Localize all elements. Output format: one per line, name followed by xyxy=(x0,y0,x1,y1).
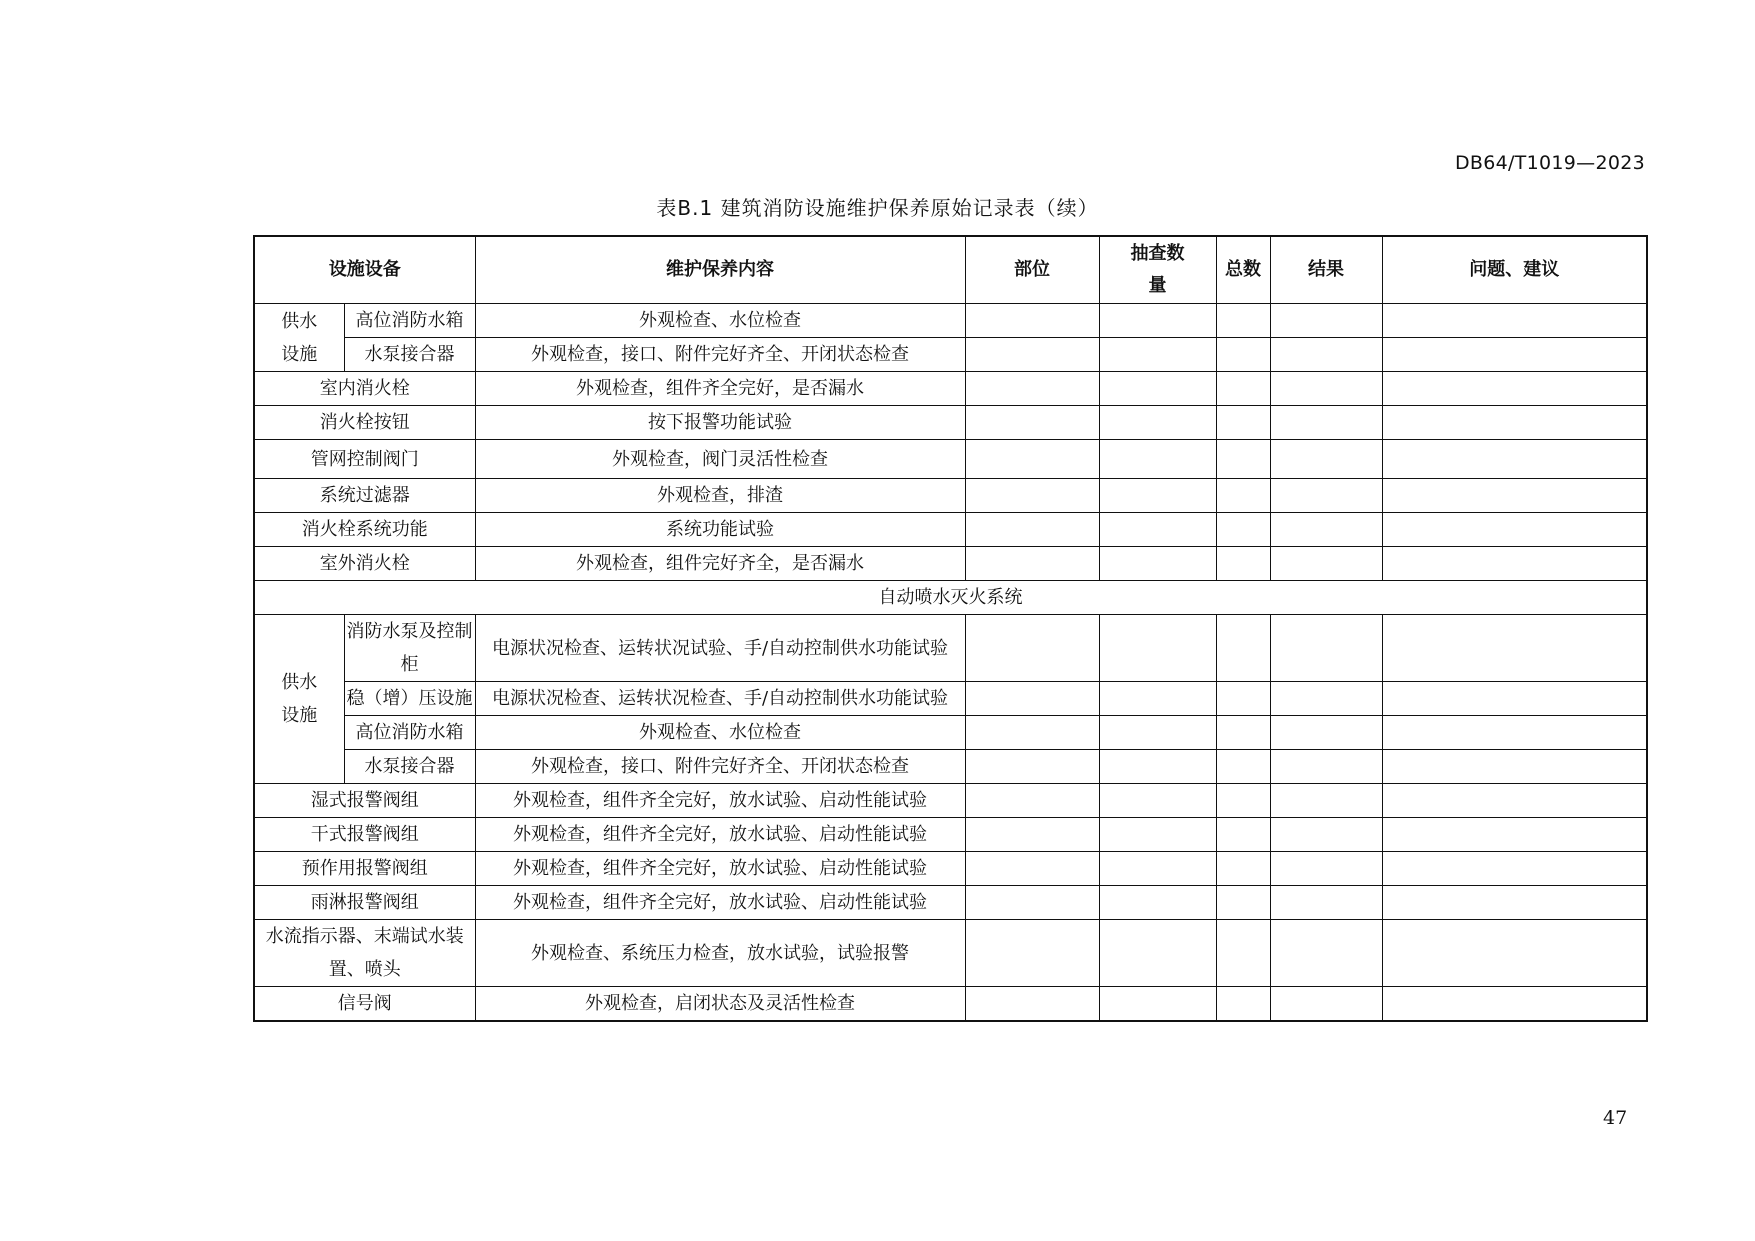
issues-cell[interactable] xyxy=(1382,440,1647,479)
table-row xyxy=(254,479,1647,513)
total-cell[interactable] xyxy=(1216,304,1270,338)
issues-cell[interactable] xyxy=(1382,682,1647,716)
location-cell[interactable] xyxy=(965,784,1099,818)
item-cell: 消防水泵及控制柜 xyxy=(344,615,475,682)
sample-count-cell[interactable] xyxy=(1099,818,1216,852)
sample-count-cell[interactable] xyxy=(1099,406,1216,440)
issues-cell[interactable] xyxy=(1382,479,1647,513)
result-cell[interactable] xyxy=(1270,372,1382,406)
sample-count-cell[interactable] xyxy=(1099,440,1216,479)
issues-cell[interactable] xyxy=(1382,818,1647,852)
table-row xyxy=(254,372,1647,406)
content-cell: 外观检查，组件齐全完好，是否漏水 xyxy=(475,372,965,406)
sample-count-cell[interactable] xyxy=(1099,513,1216,547)
sample-count-cell[interactable] xyxy=(1099,987,1216,1022)
content-cell: 外观检查，接口、附件完好齐全、开闭状态检查 xyxy=(475,750,965,784)
content-cell: 外观检查，接口、附件完好齐全、开闭状态检查 xyxy=(475,338,965,372)
result-cell[interactable] xyxy=(1270,886,1382,920)
sample-count-cell[interactable] xyxy=(1099,716,1216,750)
col-header-location: 部位 xyxy=(965,236,1099,304)
table-row xyxy=(254,406,1647,440)
table-row xyxy=(254,784,1647,818)
location-cell[interactable] xyxy=(965,406,1099,440)
issues-cell[interactable] xyxy=(1382,547,1647,581)
content-cell: 电源状况检查、运转状况检查、手/自动控制供水功能试验 xyxy=(475,682,965,716)
result-cell[interactable] xyxy=(1270,818,1382,852)
location-cell[interactable] xyxy=(965,920,1099,987)
result-cell[interactable] xyxy=(1270,406,1382,440)
table-row xyxy=(254,547,1647,581)
sample-count-cell[interactable] xyxy=(1099,615,1216,682)
item-cell: 稳（增）压设施 xyxy=(344,682,475,716)
content-cell: 外观检查、系统压力检查，放水试验，试验报警 xyxy=(475,920,965,987)
location-cell[interactable] xyxy=(965,479,1099,513)
content-cell: 外观检查，组件齐全完好，放水试验、启动性能试验 xyxy=(475,886,965,920)
col-header-facility: 设施设备 xyxy=(254,236,475,304)
content-cell: 外观检查，组件完好齐全，是否漏水 xyxy=(475,547,965,581)
result-cell[interactable] xyxy=(1270,479,1382,513)
table-title: 表B.1 建筑消防设施维护保养原始记录表（续） xyxy=(656,196,1099,220)
section-row xyxy=(254,581,1647,615)
total-cell[interactable] xyxy=(1216,440,1270,479)
location-cell[interactable] xyxy=(965,682,1099,716)
content-cell: 外观检查、水位检查 xyxy=(475,716,965,750)
content-cell: 外观检查，启闭状态及灵活性检查 xyxy=(475,987,965,1022)
location-cell[interactable] xyxy=(965,513,1099,547)
content-cell: 系统功能试验 xyxy=(475,513,965,547)
table-row xyxy=(254,338,1647,372)
table-row xyxy=(254,987,1647,1022)
result-cell[interactable] xyxy=(1270,784,1382,818)
header-row xyxy=(254,236,1647,304)
col-header-issues: 问题、建议 xyxy=(1382,236,1647,304)
total-cell[interactable] xyxy=(1216,479,1270,513)
col-header-sample-count: 抽查数量 xyxy=(1099,236,1216,304)
sample-count-cell[interactable] xyxy=(1099,682,1216,716)
sample-count-cell[interactable] xyxy=(1099,750,1216,784)
issues-cell[interactable] xyxy=(1382,304,1647,338)
result-cell[interactable] xyxy=(1270,682,1382,716)
item-cell: 消火栓系统功能 xyxy=(254,513,475,547)
location-cell[interactable] xyxy=(965,852,1099,886)
issues-cell[interactable] xyxy=(1382,513,1647,547)
total-cell[interactable] xyxy=(1216,818,1270,852)
page-number: 47 xyxy=(1603,1107,1628,1129)
sample-count-cell[interactable] xyxy=(1099,338,1216,372)
issues-cell[interactable] xyxy=(1382,920,1647,987)
issues-cell[interactable] xyxy=(1382,406,1647,440)
issues-cell[interactable] xyxy=(1382,987,1647,1022)
sample-count-cell[interactable] xyxy=(1099,920,1216,987)
total-cell[interactable] xyxy=(1216,372,1270,406)
table-row xyxy=(254,920,1647,987)
location-cell[interactable] xyxy=(965,750,1099,784)
table-row xyxy=(254,818,1647,852)
maintenance-record-table xyxy=(253,235,1648,1022)
total-cell[interactable] xyxy=(1216,547,1270,581)
location-cell[interactable] xyxy=(965,716,1099,750)
result-cell[interactable] xyxy=(1270,304,1382,338)
content-cell: 按下报警功能试验 xyxy=(475,406,965,440)
issues-cell[interactable] xyxy=(1382,886,1647,920)
total-cell[interactable] xyxy=(1216,338,1270,372)
result-cell[interactable] xyxy=(1270,716,1382,750)
item-cell: 系统过滤器 xyxy=(254,479,475,513)
location-cell[interactable] xyxy=(965,304,1099,338)
item-cell: 高位消防水箱 xyxy=(344,304,475,338)
content-cell: 外观检查，组件齐全完好，放水试验、启动性能试验 xyxy=(475,852,965,886)
content-cell: 外观检查，组件齐全完好，放水试验、启动性能试验 xyxy=(475,784,965,818)
item-cell: 高位消防水箱 xyxy=(344,716,475,750)
total-cell[interactable] xyxy=(1216,920,1270,987)
col-header-result: 结果 xyxy=(1270,236,1382,304)
item-cell: 预作用报警阀组 xyxy=(254,852,475,886)
result-cell[interactable] xyxy=(1270,338,1382,372)
result-cell[interactable] xyxy=(1270,750,1382,784)
issues-cell[interactable] xyxy=(1382,784,1647,818)
item-cell: 水流指示器、末端试水装置、喷头 xyxy=(254,920,475,987)
total-cell[interactable] xyxy=(1216,750,1270,784)
result-cell[interactable] xyxy=(1270,920,1382,987)
total-cell[interactable] xyxy=(1216,784,1270,818)
table-row xyxy=(254,615,1647,682)
table-row xyxy=(254,440,1647,479)
table-row xyxy=(254,716,1647,750)
issues-cell[interactable] xyxy=(1382,338,1647,372)
location-cell[interactable] xyxy=(965,547,1099,581)
standard-number: DB64/T1019—2023 xyxy=(1454,152,1645,174)
col-header-content: 维护保养内容 xyxy=(475,236,965,304)
item-cell: 水泵接合器 xyxy=(344,750,475,784)
total-cell[interactable] xyxy=(1216,987,1270,1022)
issues-cell[interactable] xyxy=(1382,750,1647,784)
result-cell[interactable] xyxy=(1270,513,1382,547)
col-header-total: 总数 xyxy=(1216,236,1270,304)
result-cell[interactable] xyxy=(1270,615,1382,682)
table-row xyxy=(254,852,1647,886)
table-row xyxy=(254,886,1647,920)
content-cell: 外观检查，排渣 xyxy=(475,479,965,513)
content-cell: 外观检查，组件齐全完好，放水试验、启动性能试验 xyxy=(475,818,965,852)
total-cell[interactable] xyxy=(1216,406,1270,440)
location-cell[interactable] xyxy=(965,372,1099,406)
item-cell: 信号阀 xyxy=(254,987,475,1022)
content-cell: 电源状况检查、运转状况试验、手/自动控制供水功能试验 xyxy=(475,615,965,682)
issues-cell[interactable] xyxy=(1382,615,1647,682)
result-cell[interactable] xyxy=(1270,987,1382,1022)
section-heading: 自动喷水灭火系统 xyxy=(254,581,1647,615)
total-cell[interactable] xyxy=(1216,615,1270,682)
item-cell: 消火栓按钮 xyxy=(254,406,475,440)
table-row xyxy=(254,682,1647,716)
location-cell[interactable] xyxy=(965,886,1099,920)
issues-cell[interactable] xyxy=(1382,372,1647,406)
item-cell: 室外消火栓 xyxy=(254,547,475,581)
result-cell[interactable] xyxy=(1270,440,1382,479)
item-cell: 湿式报警阀组 xyxy=(254,784,475,818)
location-cell[interactable] xyxy=(965,338,1099,372)
location-cell[interactable] xyxy=(965,987,1099,1022)
item-cell: 雨淋报警阀组 xyxy=(254,886,475,920)
sample-count-cell[interactable] xyxy=(1099,547,1216,581)
total-cell[interactable] xyxy=(1216,716,1270,750)
item-cell: 管网控制阀门 xyxy=(254,440,475,479)
location-cell[interactable] xyxy=(965,440,1099,479)
sample-count-cell[interactable] xyxy=(1099,886,1216,920)
item-cell: 干式报警阀组 xyxy=(254,818,475,852)
issues-cell[interactable] xyxy=(1382,716,1647,750)
table-row xyxy=(254,304,1647,338)
item-cell: 水泵接合器 xyxy=(344,338,475,372)
sample-count-cell[interactable] xyxy=(1099,479,1216,513)
sample-count-cell[interactable] xyxy=(1099,852,1216,886)
item-cell: 室内消火栓 xyxy=(254,372,475,406)
table-row xyxy=(254,513,1647,547)
location-cell[interactable] xyxy=(965,615,1099,682)
result-cell[interactable] xyxy=(1270,547,1382,581)
content-cell: 外观检查、水位检查 xyxy=(475,304,965,338)
category-cell: 供水设施 xyxy=(254,304,344,372)
category-cell: 供水设施 xyxy=(254,615,344,784)
location-cell[interactable] xyxy=(965,818,1099,852)
sample-count-cell[interactable] xyxy=(1099,784,1216,818)
content-cell: 外观检查，阀门灵活性检查 xyxy=(475,440,965,479)
table-row xyxy=(254,750,1647,784)
total-cell[interactable] xyxy=(1216,886,1270,920)
total-cell[interactable] xyxy=(1216,852,1270,886)
sample-count-cell[interactable] xyxy=(1099,304,1216,338)
sample-count-cell[interactable] xyxy=(1099,372,1216,406)
total-cell[interactable] xyxy=(1216,682,1270,716)
result-cell[interactable] xyxy=(1270,852,1382,886)
issues-cell[interactable] xyxy=(1382,852,1647,886)
total-cell[interactable] xyxy=(1216,513,1270,547)
